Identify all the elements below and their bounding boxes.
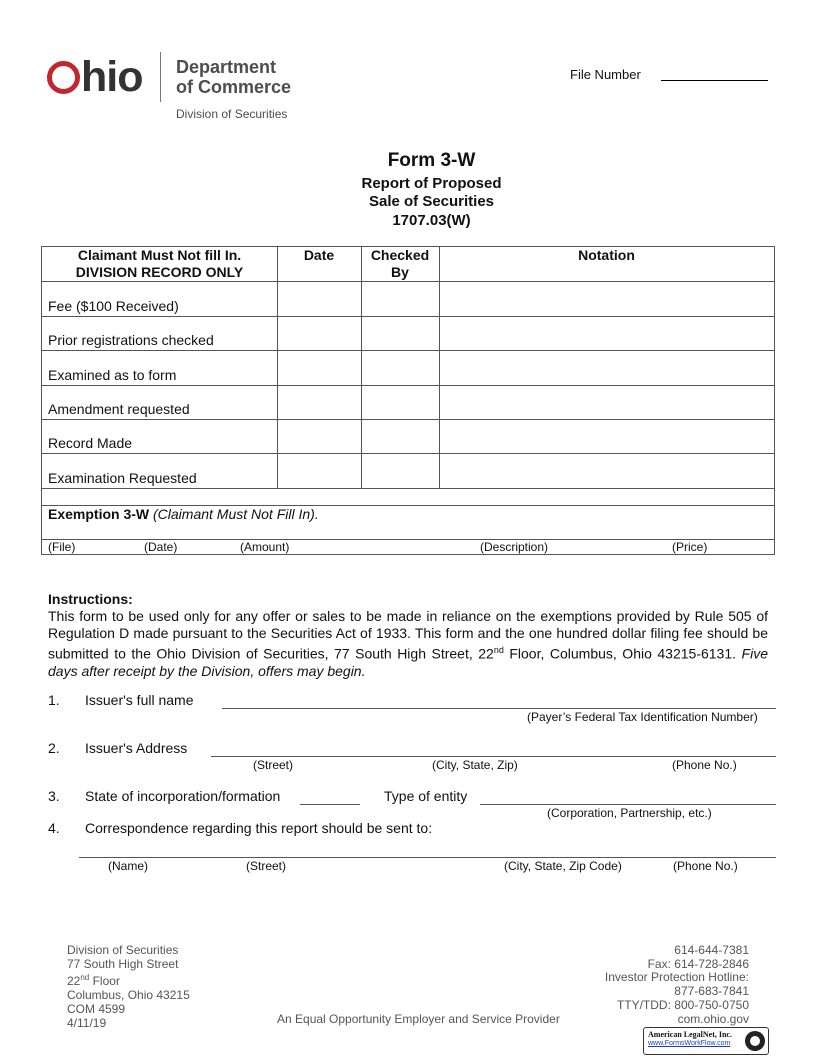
col-divider	[361, 247, 362, 488]
file-number-field[interactable]	[661, 80, 768, 81]
exemption-title: Exemption 3-W	[48, 506, 150, 522]
item2-sub-city: (City, State, Zip)	[432, 758, 518, 772]
footer-right	[605, 944, 749, 1026]
row-divider	[42, 488, 774, 489]
item2-sub-phone: (Phone No.)	[672, 758, 737, 772]
division-name: Division of Securities	[176, 107, 288, 121]
header-notation: Notation	[578, 247, 635, 263]
form-subtitle-3: 1707.03(W)	[392, 212, 471, 229]
form-subtitle-2: Sale of Securities	[368, 193, 495, 210]
footer-form-code: COM 4599	[67, 1001, 126, 1016]
bottom-label-date: (Date)	[144, 540, 178, 554]
footer-floor-word: Floor	[89, 974, 120, 989]
footer-fax: Fax: 614-728-2846	[647, 956, 749, 971]
header-claimant-line1: Claimant Must Not fill In.	[77, 247, 242, 263]
instructions-text	[48, 608, 768, 680]
item1-number: 1.	[48, 692, 60, 708]
header-checked-by	[361, 247, 439, 281]
legalnet-badge[interactable]	[643, 1027, 769, 1055]
row-label-fee: Fee ($100 Received)	[48, 298, 179, 314]
issuer-name-field[interactable]	[222, 708, 776, 709]
item1-label: Issuer's full name	[85, 692, 194, 708]
col-divider	[439, 247, 440, 488]
header-claimant-line2: DIVISION RECORD ONLY	[75, 264, 244, 280]
correspondence-field[interactable]	[79, 857, 776, 858]
header-date: Date	[303, 247, 335, 263]
row-divider	[42, 281, 774, 282]
bottom-label-price: (Price)	[672, 540, 708, 554]
ohio-logo	[47, 52, 142, 102]
footer-city: Columbus, Ohio 43215	[67, 988, 190, 1003]
logo-divider	[160, 52, 161, 102]
footer-date: 4/11/19	[67, 1015, 107, 1030]
instructions-body-2: Floor, Columbus, Ohio 43215-6131.	[503, 645, 737, 662]
footer-website[interactable]: com.ohio.gov	[677, 1011, 749, 1026]
item4-label: Correspondence regarding this report should be sent to:	[85, 820, 433, 836]
instructions-body: This form to be used only for any offer or sales to be made in reliance on the exemptions provided by Rule 505 of Regulation D made pursuant to the Securities Act of 1933. This form and the one hundred dollar filing fee should be submitted to the Ohio Division of Securities, 77 South High Street, 22	[48, 608, 768, 662]
item3-label: State of incorporation/formation	[85, 788, 281, 804]
item4-sub-name: (Name)	[108, 859, 149, 873]
dept-line2: of Commerce	[176, 77, 292, 97]
footer-hotline-number: 877-683-7841	[674, 984, 749, 999]
row-divider	[42, 419, 774, 420]
item1-sublabel: (Payer’s Federal Tax Identification Number)	[527, 710, 758, 724]
badge-company: American LegalNet, Inc.	[648, 1030, 732, 1039]
logo-text: hio	[81, 53, 143, 101]
row-label-record-made: Record Made	[48, 435, 133, 451]
item4-sub-street: (Street)	[246, 859, 287, 873]
row-label-examined: Examined as to form	[48, 367, 177, 383]
header-checked-line1: Checked	[370, 247, 430, 263]
footer-hotline-label: Investor Protection Hotline:	[604, 970, 749, 985]
row-divider	[42, 316, 774, 317]
bottom-label-file: (File)	[48, 540, 76, 554]
footer-floor-num: 22	[67, 974, 81, 989]
bottom-label-description: (Description)	[480, 540, 549, 554]
header-claimant	[42, 247, 277, 281]
issuer-address-field[interactable]	[211, 756, 776, 757]
entity-type-field[interactable]	[480, 804, 776, 805]
exemption-row	[48, 506, 319, 522]
col-divider	[277, 247, 278, 488]
exemption-note: (Claimant Must Not Fill In).	[153, 506, 319, 522]
bottom-label-amount: (Amount)	[240, 540, 290, 554]
item4-sub-city: (City, State, Zip Code)	[504, 859, 622, 873]
footer-floor	[67, 971, 190, 989]
item4-sub-phone: (Phone No.)	[673, 859, 738, 873]
footer-equal-opportunity: An Equal Opportunity Employer and Service Provider	[277, 1012, 560, 1026]
badge-logo-icon	[745, 1031, 765, 1051]
footer-phone: 614-644-7381	[674, 943, 749, 957]
item2-number: 2.	[48, 740, 60, 756]
item4-number: 4.	[48, 820, 60, 836]
row-divider	[42, 453, 774, 454]
footer-left	[67, 944, 190, 1030]
form-subtitle-1: Report of Proposed	[361, 175, 502, 192]
header-checked-line2: By	[391, 264, 409, 280]
instructions-italic: Five days after receipt by the Division, offers may begin.	[48, 645, 768, 679]
item2-label: Issuer's Address	[85, 740, 188, 756]
division-record-table	[41, 246, 775, 555]
footer-tty: TTY/TDD: 800-750-0750	[616, 997, 749, 1012]
item3-type-label: Type of entity	[384, 788, 468, 804]
badge-url[interactable]: www.FormsWorkFlow.com	[648, 1040, 731, 1047]
row-label-examination: Examination Requested	[48, 470, 197, 486]
department-name	[176, 57, 291, 97]
row-label-prior-registrations: Prior registrations checked	[48, 332, 214, 348]
item3-sublabel: (Corporation, Partnership, etc.)	[547, 806, 712, 820]
dept-line1: Department	[176, 57, 277, 77]
footer-division: Division of Securities	[67, 943, 179, 957]
row-divider	[42, 385, 774, 386]
instructions-heading: Instructions:	[48, 591, 133, 607]
form-title: Form 3-W	[387, 150, 476, 171]
footer-street: 77 South High Street	[67, 956, 179, 971]
state-incorporation-field[interactable]	[300, 804, 360, 805]
instructions-sup: nd	[493, 645, 504, 655]
row-divider	[42, 350, 774, 351]
footer-floor-sup: nd	[80, 973, 90, 983]
item3-number: 3.	[48, 788, 60, 804]
logo-o-circle-icon	[47, 61, 80, 94]
row-label-amendment: Amendment requested	[48, 401, 190, 417]
file-number-label: File Number	[570, 67, 641, 82]
item2-sub-street: (Street)	[253, 758, 294, 772]
